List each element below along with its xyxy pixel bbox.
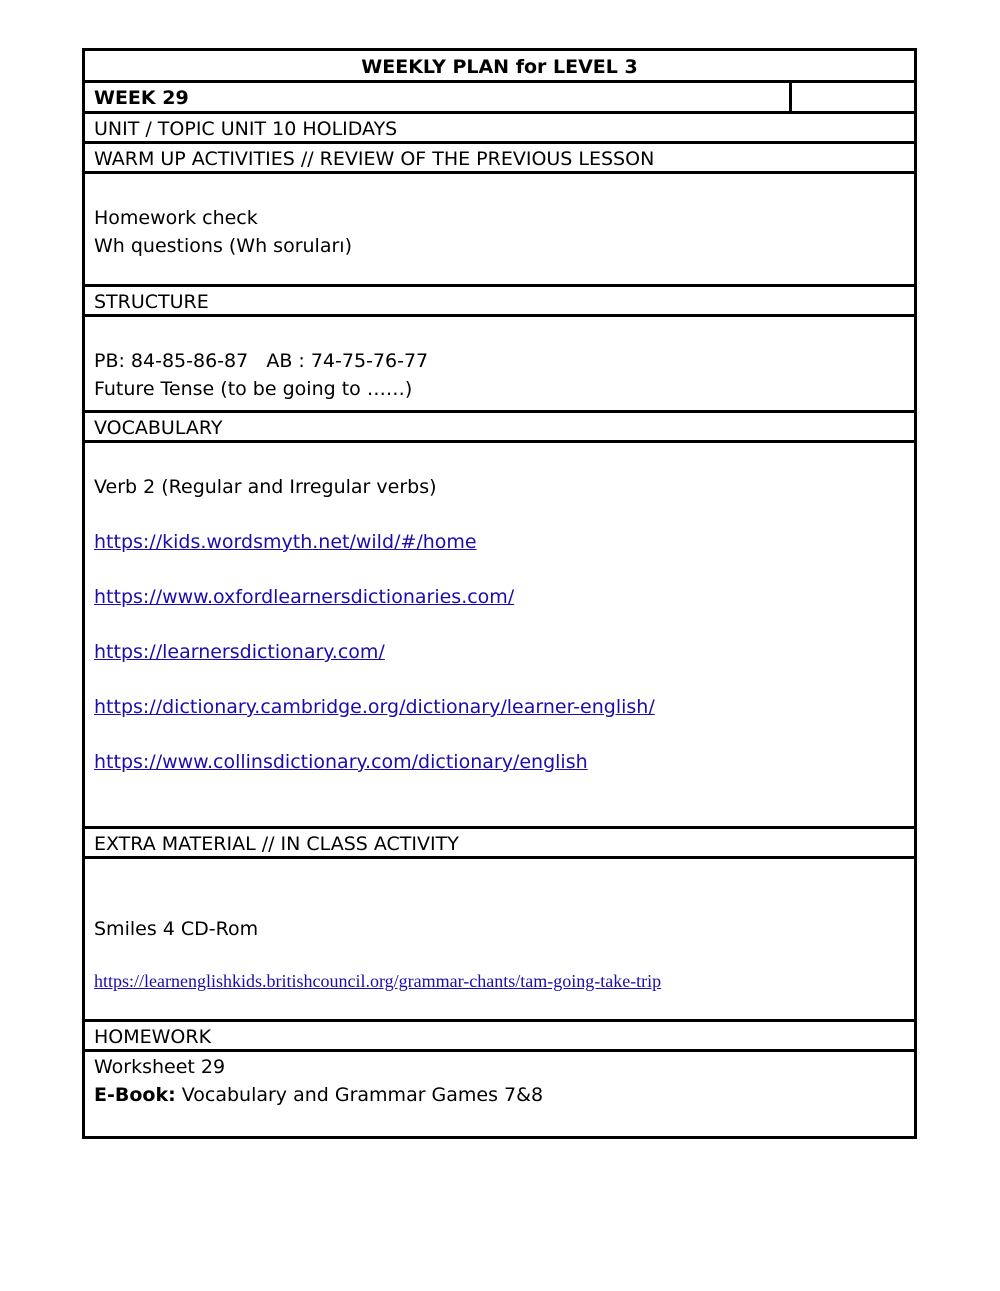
homework-header: HOMEWORK xyxy=(85,1022,914,1052)
vocabulary-link[interactable]: https://dictionary.cambridge.org/dictionary/learner-english/ xyxy=(94,696,655,718)
extra-item: Smiles 4 CD-Rom xyxy=(94,918,259,940)
structure-line: PB: 84-85-86-87 AB : 74-75-76-77 xyxy=(94,350,429,372)
week-label: WEEK 29 xyxy=(85,83,792,111)
extra-header: EXTRA MATERIAL // IN CLASS ACTIVITY xyxy=(85,829,914,859)
structure-header: STRUCTURE xyxy=(85,287,914,317)
vocabulary-content xyxy=(85,443,914,829)
ebook-text: Vocabulary and Grammar Games 7&8 xyxy=(175,1084,544,1106)
weekly-plan-table xyxy=(82,48,917,1139)
structure-line: Future Tense (to be going to ……) xyxy=(94,378,413,400)
vocabulary-link[interactable]: https://www.collinsdictionary.com/dictionary/english xyxy=(94,751,588,773)
unit-topic: UNIT / TOPIC UNIT 10 HOLIDAYS xyxy=(85,114,914,144)
homework-ebook xyxy=(94,1081,914,1109)
warmup-line: Wh questions (Wh soruları) xyxy=(94,235,352,257)
homework-content xyxy=(85,1052,914,1136)
ebook-label: E-Book: xyxy=(94,1084,176,1106)
vocabulary-link[interactable]: https://www.oxfordlearnersdictionaries.com/ xyxy=(94,586,515,608)
homework-line: Worksheet 29 xyxy=(94,1056,226,1078)
vocabulary-link[interactable]: https://learnersdictionary.com/ xyxy=(94,641,385,663)
week-row xyxy=(85,83,914,114)
vocabulary-link[interactable]: https://kids.wordsmyth.net/wild/#/home xyxy=(94,531,477,553)
warmup-header: WARM UP ACTIVITIES // REVIEW OF THE PREVIOUS LESSON xyxy=(85,144,914,174)
vocabulary-intro: Verb 2 (Regular and Irregular verbs) xyxy=(94,476,437,498)
warmup-line: Homework check xyxy=(94,207,258,229)
extra-content xyxy=(85,859,914,1022)
structure-content xyxy=(85,317,914,413)
vocabulary-header: VOCABULARY xyxy=(85,413,914,443)
plan-title: WEEKLY PLAN for LEVEL 3 xyxy=(85,51,914,83)
warmup-content xyxy=(85,174,914,287)
extra-link[interactable]: https://learnenglishkids.britishcouncil.org/grammar-chants/tam-going-take-trip xyxy=(94,971,662,991)
week-blank-cell xyxy=(792,83,914,111)
